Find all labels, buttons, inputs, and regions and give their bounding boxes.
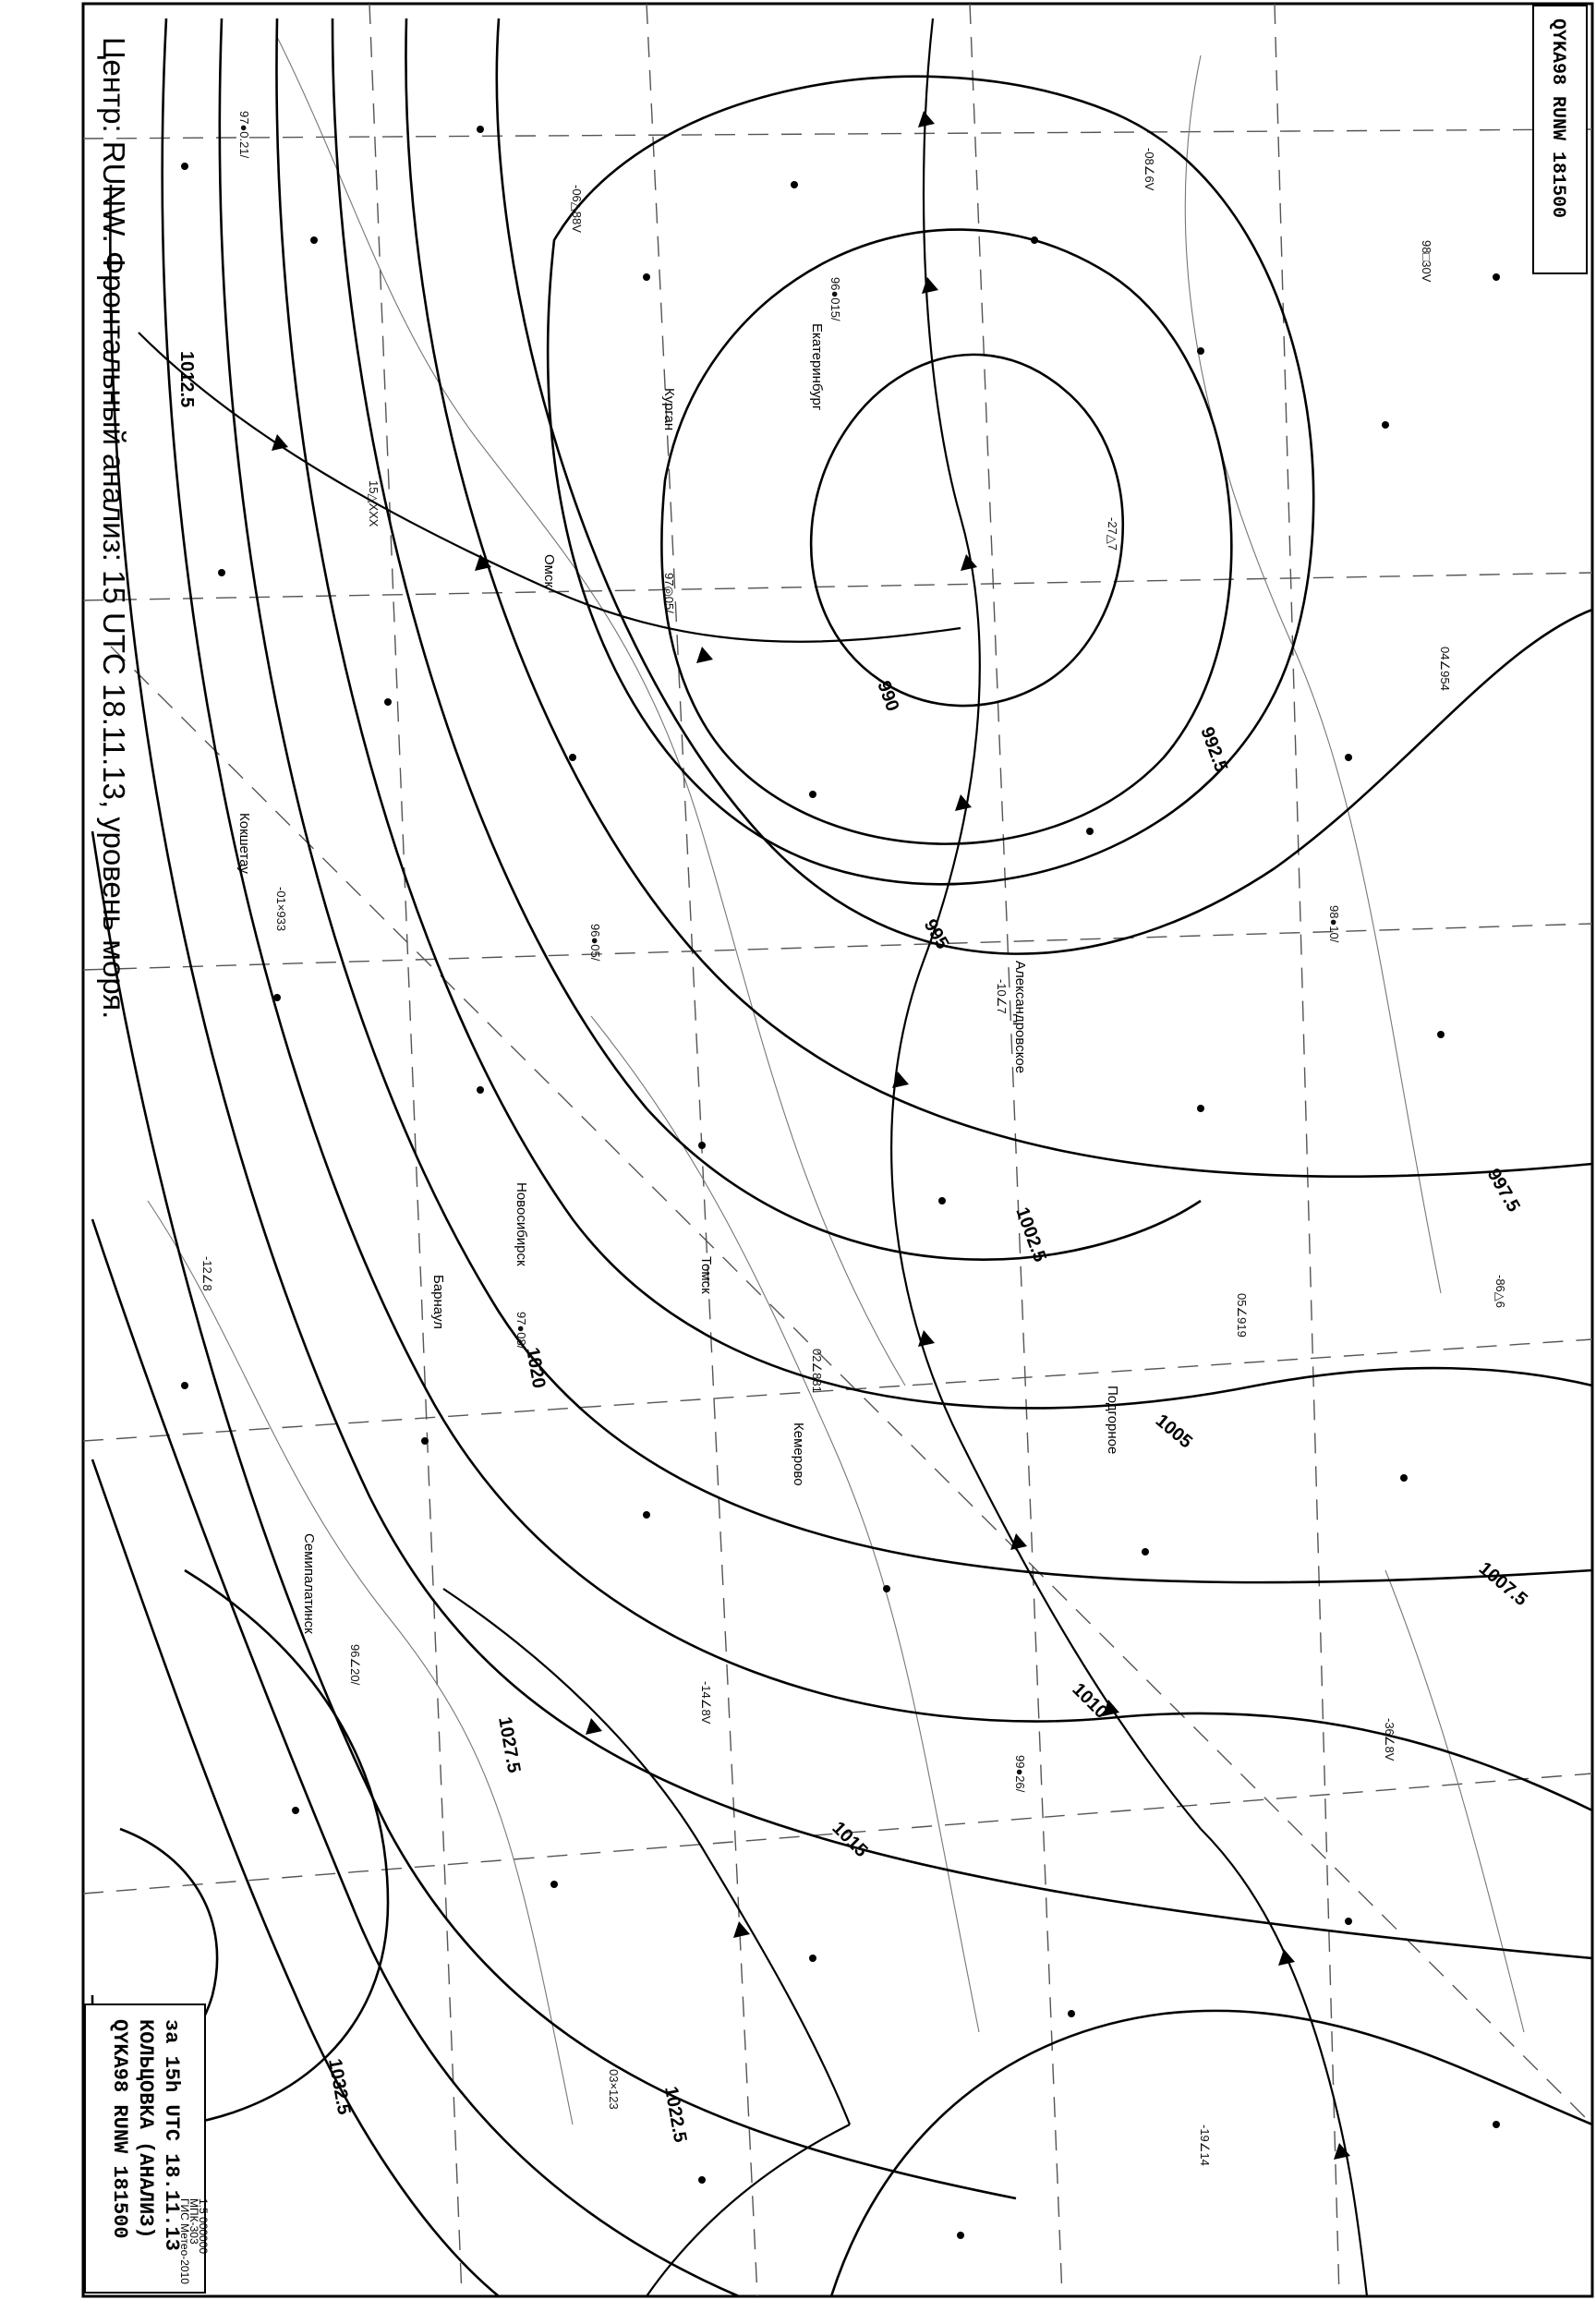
station-dots [181,126,1500,2239]
obs-5: 98□30V [1420,240,1433,283]
isobar-label-1027-5: 1027.5 [494,1715,525,1775]
chart-title: Центр: RUNW. Фронтальный анализ: 15 UTC 18.11.13, уровень моря. [97,37,131,1020]
isobar-label-992-5: 992.5 [1196,724,1232,775]
obs-21: 99●26/ [1013,1755,1027,1793]
isobar-label-990: 990 [873,678,903,715]
isobar-label-1005: 1005 [1151,1410,1197,1453]
obs-1: 97●0.21/ [237,111,251,159]
city-novosibirsk: Новосибирск [514,1182,529,1266]
isobar-label-1010: 1010 [1068,1678,1112,1724]
header-box [1533,6,1587,273]
obs-22: -36∠8V [1383,1718,1396,1761]
obs-18: -86△6 [1493,1275,1507,1309]
city-tomsk: Томск [698,1256,714,1294]
obs-6: 15△XXX [367,480,381,527]
map-frame [83,4,1592,2296]
obs-13: 98●10/ [1327,905,1341,943]
city-kokshetau: Кокшетау [236,813,252,874]
isobar-1012-5 [110,185,1592,1958]
city-omsk: Омск [541,554,557,588]
obs-19: 96∠20/ [348,1644,362,1686]
isobar-990 [811,355,1123,706]
meta-line2: за 15h UTC 18.11.13 [160,2019,183,2251]
obs-12: -10∠7 [995,979,1009,1014]
isobar-1010 [163,18,1592,1810]
obs-17: 05∠919 [1235,1293,1249,1338]
warm-front [139,333,961,642]
isobar-1005 [276,18,1592,1408]
obs-11: 96●05/ [588,924,602,962]
city-ekaterinburg: Екатеринбург [809,323,825,411]
isobar-label-1002-5: 1002.5 [1011,1204,1050,1265]
obs-16: 02∠881 [810,1349,824,1393]
isobar-label-1020: 1020 [522,1346,550,1390]
city-kemerovo: Кемерово [791,1422,806,1486]
obs-24: -19∠14 [1198,2124,1212,2166]
meta-projection: МПК-303 [187,2198,200,2245]
meta-line1: КОЛЬЦОВКА (АНАЛИЗ) [134,2019,157,2239]
obs-20: -14∠8V [699,1681,713,1725]
city-semipalatinsk: Семипалатинск [301,1533,317,1634]
isobar-label-995: 995 [919,915,953,953]
obs-10: -01×933 [274,887,288,932]
graticule [83,4,1592,2296]
obs-14: -12∠8 [200,1256,214,1291]
isobar-1002-5 [332,18,1201,1260]
isobar-1007-5 [220,18,1592,1582]
city-aleksandrovskoe: Александровское [1012,961,1028,1074]
obs-9: 04∠954 [1438,647,1452,691]
geography [148,37,1524,2124]
metadata-box [85,2004,210,2293]
isobar-992-5 [661,230,1231,844]
isobar-label-1007-5: 1007.5 [1474,1557,1531,1611]
cold-front [1201,1829,1367,2296]
isobars [92,18,1592,2296]
isobar-label-1032-5: 1032.5 [324,2057,355,2117]
front-south [443,1589,850,2124]
meta-scale: 1:5 000000 [197,2198,210,2255]
city-podgornoe: Подгорное [1105,1386,1120,1455]
isobar-label-1022-5: 1022.5 [660,2085,691,2145]
obs-4: -08∠6V [1143,148,1156,191]
isobar-label-1012-5: 1012.5 [176,351,197,408]
obs-23: 03×123 [607,2069,621,2110]
obs-3: 96●015/ [828,277,842,321]
city-barnaul: Барнаул [430,1275,446,1329]
obs-7: 97◎05/ [662,573,676,613]
city-kurgan: Курган [661,388,677,431]
front-markers [272,111,1350,2160]
header-code: QYKA98 RUNW 181500 [1547,18,1568,219]
isobar-label-1015: 1015 [828,1817,872,1862]
obs-8: -27△7 [1106,517,1119,551]
meta-code: QYKA98 RUNW 181500 [108,2019,131,2239]
obs-2: -06△88V [570,185,584,233]
obs-15: 97●08/ [514,1312,528,1350]
meta-software: ГИС Метео-2010 [178,2198,191,2284]
isobar-label-997-5: 997.5 [1482,1165,1524,1216]
isobar-995 [497,18,1592,954]
